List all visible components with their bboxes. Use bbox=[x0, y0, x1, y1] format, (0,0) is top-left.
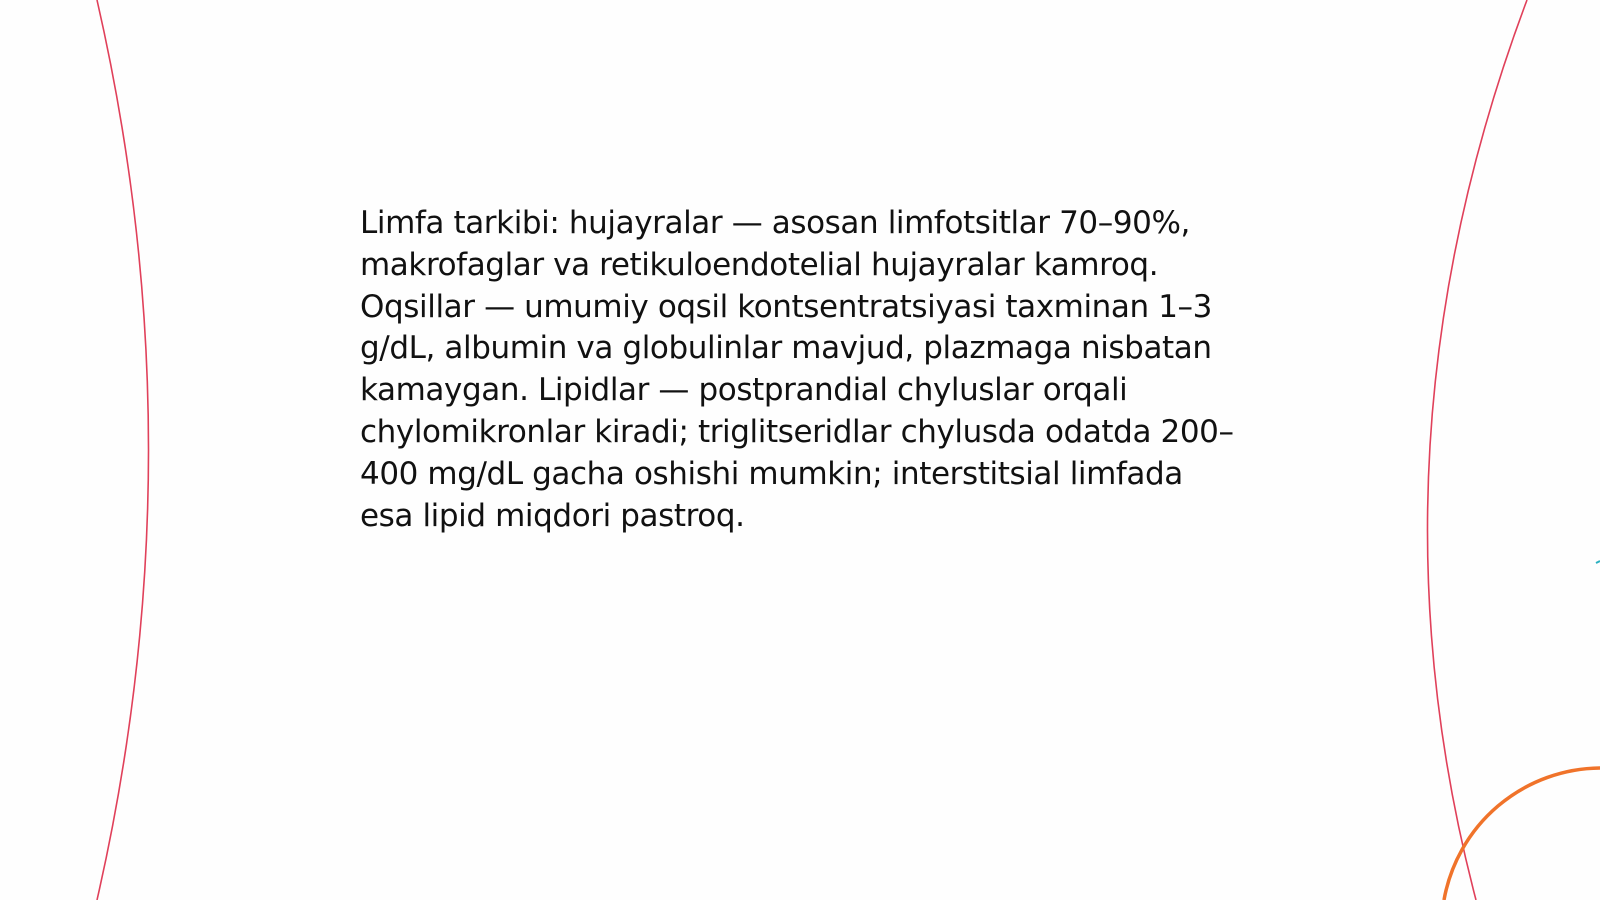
right-curve-line bbox=[1427, 0, 1527, 900]
teal-mark bbox=[1596, 561, 1600, 563]
slide-body-text: Limfa tarkibi: hujayralar — asosan limfotsitlar 70–90%, makrofaglar va retikuloendotelial hujayralar kamroq. Oqsillar — umumiy oqsil kontsentratsiyasi taxminan 1–3 g/dL, albumin va globulinlar mavjud, plazmaga nisbatan kamaygan. Lipidlar — postprandial chyluslar orqali chylomikronlar kiradi; triglitseridlar chylusda odatda 200–400 mg/dL gacha oshishi mumkin; interstitsial limfada esa lipid miqdori pastroq. bbox=[360, 205, 1234, 534]
orange-arc bbox=[1444, 768, 1600, 900]
left-curve-line bbox=[97, 0, 149, 900]
